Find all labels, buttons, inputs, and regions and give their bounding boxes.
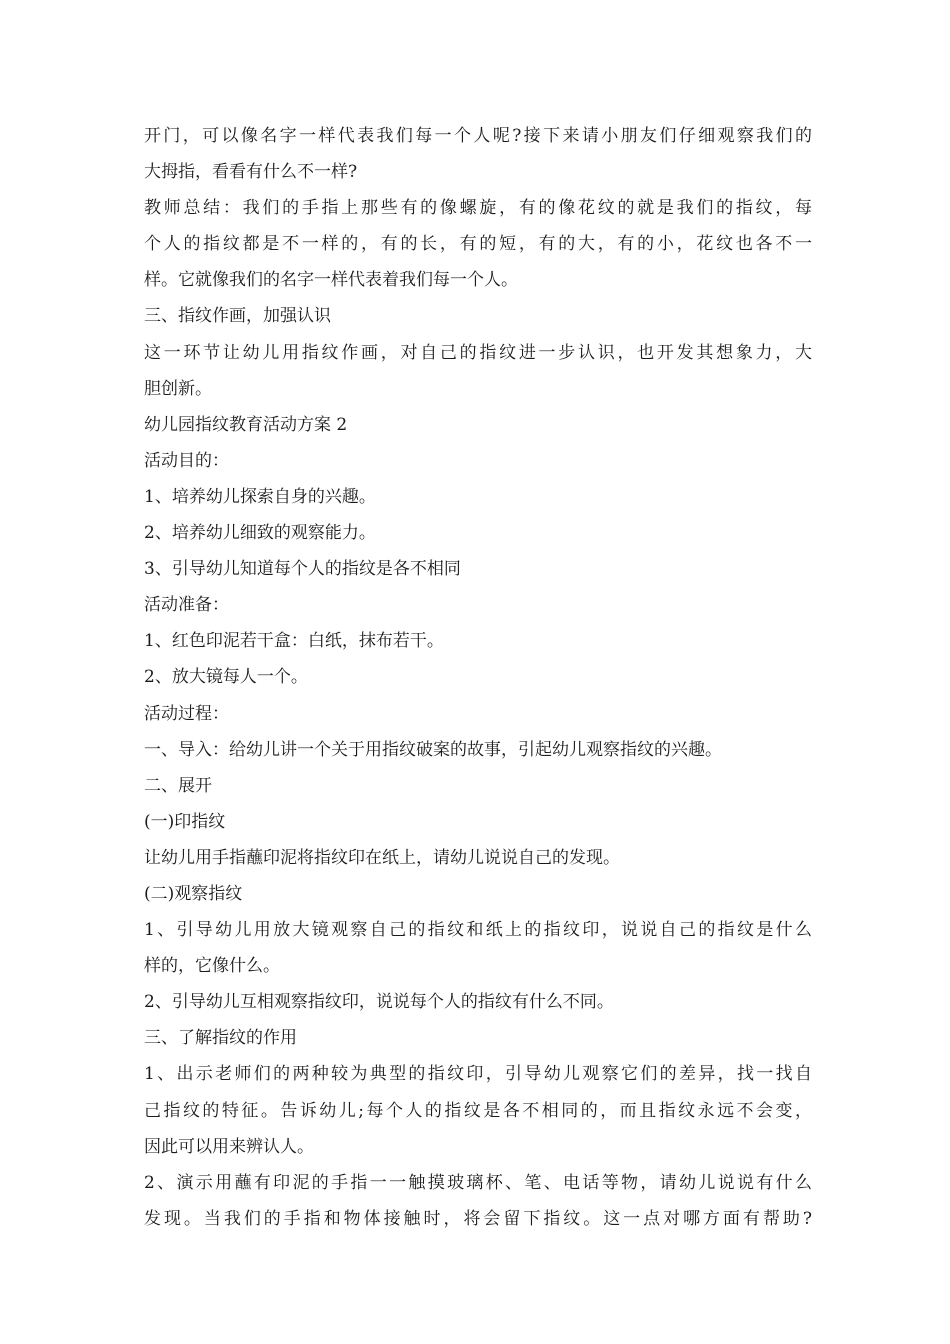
paragraph-line: 胆创新。 bbox=[144, 378, 212, 399]
paragraph-line: 样。它就像我们的名字一样代表着我们每一个人。 bbox=[144, 270, 518, 291]
list-item: 2、演示用蘸有印泥的手指一一触摸玻璃杯、笔、电话等物，请幼儿说说有什么 bbox=[144, 1172, 812, 1193]
section-heading: 活动目的： bbox=[144, 450, 229, 471]
list-item: 3、引导幼儿知道每个人的指纹是各不相同 bbox=[144, 559, 461, 580]
list-item: 1、红色印泥若干盒：白纸，抹布若干。 bbox=[144, 631, 444, 652]
list-item: 2、培养幼儿细致的观察能力。 bbox=[144, 523, 376, 544]
section-heading: 三、指纹作画，加强认识 bbox=[144, 306, 331, 327]
subsection-heading: (一)印指纹 bbox=[144, 811, 226, 832]
paragraph-line: 大拇指，看看有什么不一样? bbox=[144, 162, 358, 183]
list-item: 2、放大镜每人一个。 bbox=[144, 667, 308, 688]
paragraph-line: 因此可以用来辨认人。 bbox=[144, 1136, 314, 1157]
paragraph-line: 这一环节让幼儿用指纹作画，对自己的指纹进一步认识，也开发其想象力，大 bbox=[144, 342, 812, 363]
list-item: 2、引导幼儿互相观察指纹印，说说每个人的指纹有什么不同。 bbox=[144, 992, 614, 1013]
paragraph-line: 个人的指纹都是不一样的，有的长，有的短，有的大，有的小，花纹也各不一 bbox=[144, 234, 812, 255]
list-item: 1、出示老师们的两种较为典型的指纹印，引导幼儿观察它们的差异，找一找自 bbox=[144, 1064, 812, 1085]
paragraph-line: 让幼儿用手指蘸印泥将指纹印在纸上，请幼儿说说自己的发现。 bbox=[144, 847, 620, 868]
subsection-heading: (二)观察指纹 bbox=[144, 883, 243, 904]
paragraph-line: 开门，可以像名字一样代表我们每一个人呢?接下来请小朋友们仔细观察我们的 bbox=[144, 126, 812, 146]
document-title: 幼儿园指纹教育活动方案 2 bbox=[144, 414, 348, 435]
paragraph-line: 教师总结：我们的手指上那些有的像螺旋，有的像花纹的就是我们的指纹，每 bbox=[144, 198, 812, 219]
document-page bbox=[144, 118, 812, 1237]
paragraph-line: 样的，它像什么。 bbox=[144, 956, 280, 977]
section-heading: 二、展开 bbox=[144, 775, 212, 796]
section-heading: 活动过程： bbox=[144, 703, 229, 724]
section-heading: 活动准备： bbox=[144, 595, 229, 616]
list-item: 1、培养幼儿探索自身的兴趣。 bbox=[144, 486, 376, 507]
paragraph-line: 己指纹的特征。告诉幼儿;每个人的指纹是各不相同的，而且指纹永远不会变， bbox=[144, 1100, 812, 1121]
section-heading: 三、了解指纹的作用 bbox=[144, 1028, 297, 1049]
list-item: 1、引导幼儿用放大镜观察自己的指纹和纸上的指纹印，说说自己的指纹是什么 bbox=[144, 920, 812, 941]
paragraph-line: 一、导入：给幼儿讲一个关于用指纹破案的故事，引起幼儿观察指纹的兴趣。 bbox=[144, 739, 722, 760]
paragraph-line: 发现。当我们的手指和物体接触时，将会留下指纹。这一点对哪方面有帮助? bbox=[144, 1208, 812, 1229]
